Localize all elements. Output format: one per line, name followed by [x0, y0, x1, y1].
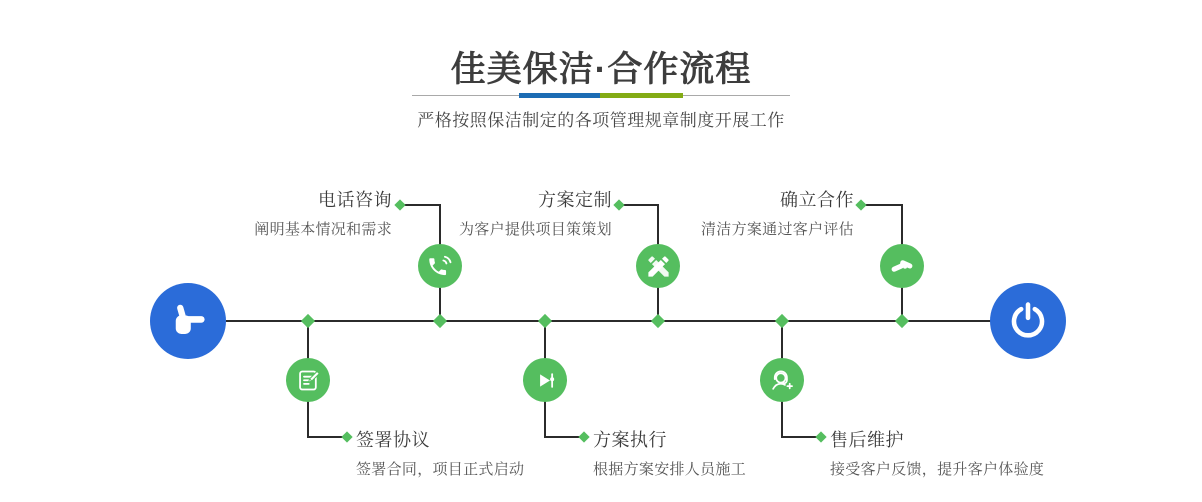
start-node: [150, 283, 226, 359]
junction-diamond: [538, 314, 552, 328]
power-icon: [1007, 300, 1049, 342]
handshake-icon: [888, 252, 916, 280]
page-title: 佳美保洁·合作流程: [450, 50, 752, 89]
junction-diamond: [433, 314, 447, 328]
step-label-phone: [254, 186, 392, 239]
end-node: [990, 283, 1066, 359]
divider-green-segment: [600, 93, 683, 98]
step-title: 电话咨询: [318, 190, 392, 210]
design-pencils-icon: [645, 253, 672, 280]
step-desc: 为客户提供项目策策划: [458, 221, 612, 238]
step-desc: 清洁方案通过客户评估: [700, 221, 854, 238]
step-title: 方案定制: [538, 190, 612, 210]
step-desc: 接受客户反馈，提升客户体验度: [830, 461, 1045, 478]
step-label-aftersales: [830, 426, 1044, 479]
phone-icon: [426, 252, 454, 280]
page-subtitle: 严格按照保洁制定的各项管理规章制度开展工作: [417, 111, 785, 130]
junction-diamond: [775, 314, 789, 328]
divider-blue-segment: [519, 93, 600, 98]
connector-line: [400, 204, 441, 206]
step-icon-cooperation: [880, 244, 924, 288]
step-icon-contract: [286, 358, 330, 402]
label-diamond: [578, 431, 589, 442]
label-diamond: [394, 199, 405, 210]
step-icon-aftersales: [760, 358, 804, 402]
junction-diamond: [895, 314, 909, 328]
label-diamond: [855, 199, 866, 210]
step-label-design: [459, 186, 612, 239]
step-title: 方案执行: [593, 430, 667, 450]
step-desc: 签署合同，项目正式启动: [356, 461, 525, 478]
step-title: 签署协议: [356, 430, 430, 450]
contract-sign-icon: [295, 367, 322, 394]
step-desc: 根据方案安排人员施工: [593, 461, 747, 478]
step-icon-design: [636, 244, 680, 288]
pointing-hand-icon: [167, 300, 209, 342]
step-desc: 阐明基本情况和需求: [254, 221, 392, 238]
connector-line: [861, 204, 903, 206]
step-title: 售后维护: [830, 430, 904, 450]
label-diamond: [815, 431, 826, 442]
timeline-line: [226, 320, 992, 322]
connector-line: [619, 204, 659, 206]
step-icon-phone: [418, 244, 462, 288]
step-label-contract: [356, 426, 524, 479]
junction-diamond: [651, 314, 665, 328]
headset-service-icon: [768, 366, 796, 394]
label-diamond: [613, 199, 624, 210]
step-icon-execute: [523, 358, 567, 402]
execute-play-icon: [532, 367, 559, 394]
step-label-cooperation: [701, 186, 854, 239]
step-label-execute: [593, 426, 746, 479]
label-diamond: [341, 431, 352, 442]
title-divider: [412, 93, 790, 98]
step-title: 确立合作: [780, 190, 854, 210]
junction-diamond: [301, 314, 315, 328]
